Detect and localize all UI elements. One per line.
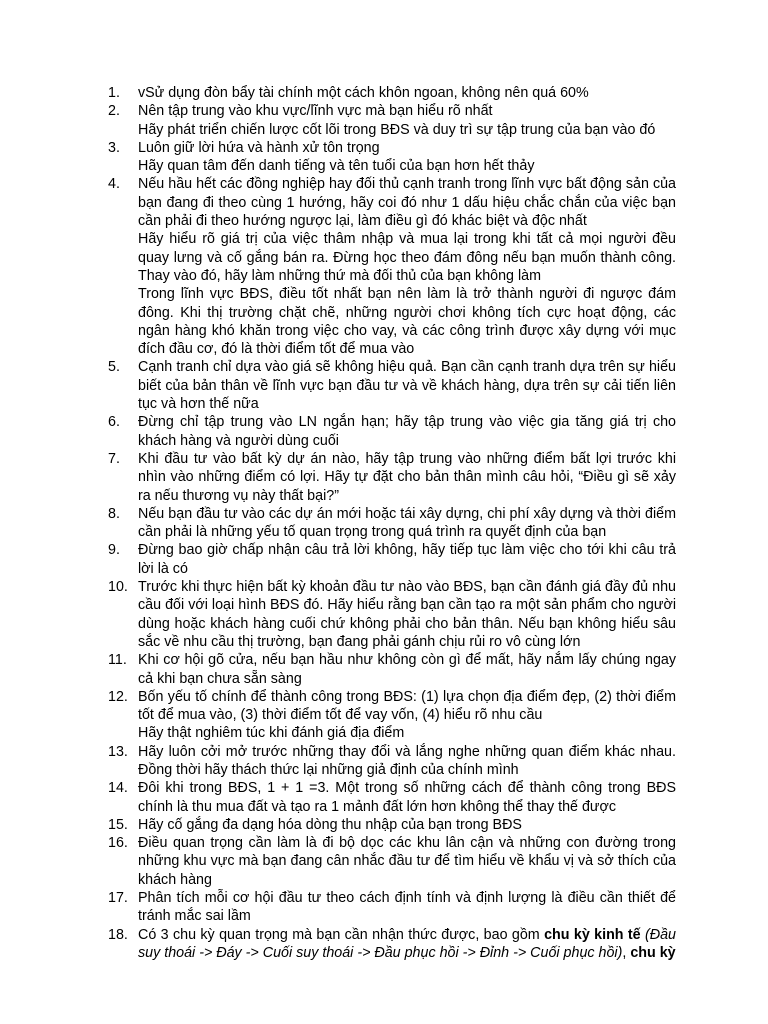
- text-segment: Phân tích mỗi cơ hội đầu tư theo cách định tính và định lượng là điều cần thiết để tránh mắc sai lầm: [138, 890, 676, 925]
- list-item: [0, 651, 768, 688]
- text-segment: chu kỳ: [630, 944, 676, 961]
- list-item-paragraph: [138, 816, 676, 834]
- list-item-number: 18.: [108, 926, 128, 943]
- list-item-paragraph: [138, 121, 676, 139]
- list-item-paragraph: [138, 84, 676, 102]
- list-item: [0, 358, 768, 413]
- list-item: [0, 505, 768, 542]
- list-item-number: 4.: [108, 176, 120, 193]
- list-item-number: 8.: [108, 505, 120, 522]
- list-item-number: 11.: [108, 652, 127, 669]
- list-item-paragraph: [138, 505, 676, 542]
- text-segment: chu kỳ kinh tế: [544, 926, 641, 943]
- list-item: [0, 926, 768, 963]
- list-item: [0, 541, 768, 578]
- text-segment: Khi cơ hội gõ cửa, nếu bạn hầu như không còn gì để mất, hãy nắm lấy chúng ngay cả khi bạn chưa sẵn sàng: [138, 652, 676, 687]
- text-segment: Khi đầu tư vào bất kỳ dự án nào, hãy tập trung vào những điểm bất lợi trước khi nhìn vào những điểm có lợi. Hãy tự đặt cho bản thân mình câu hỏi, “Điều gì sẽ xảy ra nếu thương vụ này thất bại?”: [138, 450, 676, 504]
- list-item: [0, 413, 768, 450]
- list-item-paragraph: [138, 834, 676, 889]
- list-item-number: 17.: [108, 890, 128, 907]
- list-item-number: 2.: [108, 103, 120, 120]
- list-item: [0, 578, 768, 651]
- text-segment: Đừng chỉ tập trung vào LN ngắn hạn; hãy tập trung vào việc gia tăng giá trị cho khách hàng và người dùng cuối: [138, 414, 676, 449]
- text-segment: Hãy phát triển chiến lược cốt lõi trong BĐS và duy trì sự tập trung của bạn vào đó: [138, 121, 656, 138]
- list-item-number: 14.: [108, 780, 128, 797]
- list-item-number: 9.: [108, 542, 120, 559]
- list-item-paragraph: [138, 578, 676, 651]
- list-item: [0, 834, 768, 889]
- list-item-number: 3.: [108, 139, 120, 156]
- text-segment: Trong lĩnh vực BĐS, điều tốt nhất bạn nên làm là trở thành người đi ngược đám đông. Khi thị trường chặt chẽ, những người chơi không tích cực hoạt động, các ngân hàng khó khăn trong việc cho vay, và các công trình được xây dựng với mục đích đầu cơ, đó là thời điểm tốt để mua vào: [138, 286, 676, 358]
- list-item-paragraph: [138, 651, 676, 688]
- list-item: [0, 139, 768, 176]
- list-item-paragraph: [138, 889, 676, 926]
- list-item-paragraph: [138, 724, 676, 742]
- text-segment: Đôi khi trong BĐS, 1 + 1 =3. Một trong số những cách để thành công trong BĐS chính là thu mua đất và tạo ra 1 mảnh đất lớn hơn không thể thay thế được: [138, 780, 676, 815]
- numbered-list: [0, 84, 768, 962]
- list-item-number: 7.: [108, 450, 120, 467]
- text-segment: ,: [622, 944, 631, 961]
- list-item-number: 10.: [108, 579, 128, 596]
- text-segment: Hãy quan tâm đến danh tiếng và tên tuổi của bạn hơn hết thảy: [138, 158, 535, 175]
- list-item-paragraph: [138, 926, 676, 963]
- document-page: [0, 84, 768, 962]
- text-segment: Đừng bao giờ chấp nhận câu trả lời không, hãy tiếp tục làm việc cho tới khi câu trả lời là có: [138, 542, 676, 577]
- list-item-paragraph: [138, 157, 676, 175]
- list-item: [0, 779, 768, 816]
- list-item-number: 6.: [108, 414, 120, 431]
- list-item-number: 13.: [108, 743, 128, 760]
- list-item: [0, 450, 768, 505]
- list-item-paragraph: [138, 139, 676, 157]
- list-item-number: 16.: [108, 835, 128, 852]
- list-item: [0, 889, 768, 926]
- list-item: [0, 688, 768, 743]
- text-segment: Hãy luôn cởi mở trước những thay đổi và lắng nghe những quan điểm khác nhau. Đồng thời hãy thách thức lại những giả định của chính mình: [138, 743, 676, 778]
- text-segment: Luôn giữ lời hứa và hành xử tôn trọng: [138, 139, 380, 156]
- list-item: [0, 84, 768, 102]
- text-segment: Nếu bạn đầu tư vào các dự án mới hoặc tái xây dựng, chi phí xây dựng và thời điểm cần phải là những yếu tố quan trọng trong quá trình ra quyết định của bạn: [138, 505, 676, 541]
- list-item: [0, 102, 768, 139]
- list-item-paragraph: [138, 413, 676, 450]
- list-item-paragraph: [138, 779, 676, 816]
- text-segment: Hãy hiểu rõ giá trị của việc thâm nhập và mua lại trong khi tất cả mọi người đều quay lưng và cố gắng bán ra. Đừng học theo đám đông nếu bạn muốn thành công. Thay vào đó, hãy làm những thứ mà đối thủ của bạn không làm: [138, 231, 676, 284]
- text-segment: Hãy cố gắng đa dạng hóa dòng thu nhập của bạn trong BĐS: [138, 816, 522, 833]
- list-item-paragraph: [138, 743, 676, 780]
- list-item-number: 15.: [108, 816, 128, 833]
- text-segment: Hãy thật nghiêm túc khi đánh giá địa điểm: [138, 725, 405, 742]
- list-item-number: 5.: [108, 359, 120, 376]
- text-segment: vSử dụng đòn bẩy tài chính một cách khôn ngoan, không nên quá 60%: [138, 85, 589, 101]
- list-item-number: 1.: [108, 85, 120, 101]
- list-item-paragraph: [138, 285, 676, 358]
- text-segment: Nên tập trung vào khu vực/lĩnh vực mà bạn hiểu rõ nhất: [138, 103, 493, 120]
- list-item: [0, 743, 768, 780]
- text-segment: Cạnh tranh chỉ dựa vào giá sẽ không hiệu quả. Bạn cần cạnh tranh dựa trên sự hiểu biết của bản thân về lĩnh vực bạn đầu tư và về khách hàng, dựa trên sự cải tiến liên tục và hơn thế nữa: [138, 359, 676, 413]
- text-segment: (Đầu suy thoái -> Đáy -> Cuối suy thoái -> Đầu phục hồi -> Đỉnh -> Cuối phục hồi): [138, 926, 676, 961]
- text-segment: Trước khi thực hiện bất kỳ khoản đầu tư nào vào BĐS, bạn cần đánh giá đầy đủ nhu cầu đối với loại hình BĐS đó. Hãy hiểu rằng bạn cần tạo ra một sản phẩm cho người dùng hoặc khách hàng cuối chứ không phải cho bản thân. Nếu bạn không hiểu sâu sắc về nhu cầu thị trường, bạn đang phải gánh chịu rủi ro vô cùng lớn: [138, 579, 676, 650]
- list-item-paragraph: [138, 688, 676, 725]
- list-item: [0, 175, 768, 358]
- list-item-paragraph: [138, 541, 676, 578]
- text-segment: Nếu hầu hết các đồng nghiệp hay đối thủ cạnh tranh trong lĩnh vực bất động sản của bạn đang đi theo cùng 1 hướng, hãy coi đó như 1 dấu hiệu chắc chắn của việc bạn cần phải đi theo hướng ngược lại, làm điều gì đó khác biệt và độc nhất: [138, 176, 676, 230]
- list-item-paragraph: [138, 102, 676, 120]
- list-item-paragraph: [138, 450, 676, 505]
- text-segment: Có 3 chu kỳ quan trọng mà bạn cần nhận thức được, bao gồm: [138, 926, 545, 943]
- list-item-paragraph: [138, 175, 676, 230]
- text-segment: Điều quan trọng cần làm là đi bộ dọc các khu lân cận và những con đường trong những khu vực mà bạn đang cân nhắc đầu tư để tìm hiểu về khẩu vị và sở thích của khách hàng: [138, 835, 676, 888]
- list-item-paragraph: [138, 230, 676, 285]
- list-item: [0, 816, 768, 834]
- text-segment: Bốn yếu tố chính để thành công trong BĐS: (1) lựa chọn địa điểm đẹp, (2) thời điểm tốt để mua vào, (3) thời điểm tốt để vay vốn, (4) hiểu rõ nhu cầu: [138, 688, 676, 724]
- list-item-paragraph: [138, 358, 676, 413]
- list-item-number: 12.: [108, 688, 128, 705]
